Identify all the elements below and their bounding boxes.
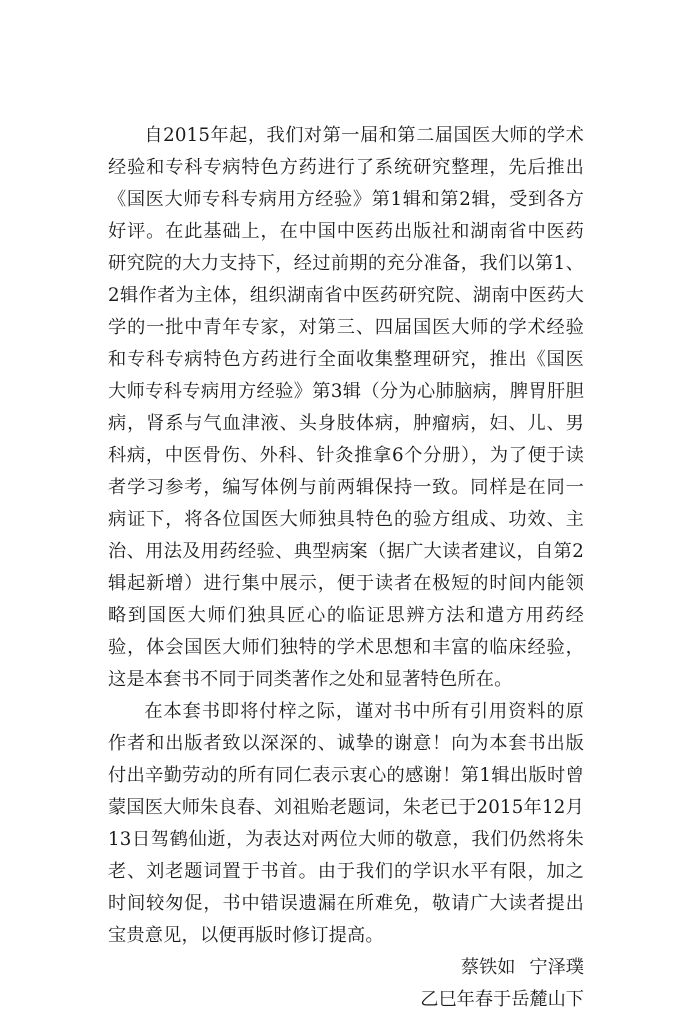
signature-place-date: 乙巳年春于岳麓山下 bbox=[420, 989, 584, 1010]
signature-authors bbox=[108, 952, 584, 984]
paragraph-1: 自2015年起，我们对第一届和第二届国医大师的学术经验和专科专病特色方药进行了系统研究整理，先后推出《国医大师专科专病用方经验》第1辑和第2辑，受到各方好评。在此基础上，在中国中医药出版社和湖南省中医药研究院的大力支持下，经过前期的充分准备，我们以第1、2辑作者为主体，组织湖南省中医药研究院、湖南中医药大学的一批中青年专家，对第三、四届国医大师的学术经验和专科专病特色方药进行全面收集整理研究，推出《国医大师专科专病用方经验》第3辑（分为心肺脑病，脾胃肝胆病，肾系与气血津液、头身肢体病，肿瘤病，妇、儿、男科病，中医骨伤、外科、针灸推拿6个分册），为了便于读者学习参考，编写体例与前两辑保持一致。同样是在同一病证下，将各位国医大师独具特色的验方组成、功效、主治、用法及用药经验、典型病案（据广大读者建议，自第2辑起新增）进行集中展示，便于读者在极短的时间内能领略到国医大师们独具匠心的临证思辨方法和遣方用药经验，体会国医大师们独特的学术思想和丰富的临床经验，这是本套书不同于同类著作之处和显著特色所在。 bbox=[108, 125, 584, 690]
author-name: 宁泽璞 bbox=[529, 957, 584, 978]
preface-page bbox=[108, 120, 584, 1016]
paragraph-2: 在本套书即将付梓之际，谨对书中所有引用资料的原作者和出版者致以深深的、诚挚的谢意！向为本套书出版付出辛勤劳动的所有同仁表示衷心的感谢！第1辑出版时曾蒙国医大师朱良春、刘祖贻老题词，朱老已于2015年12月13日驾鹤仙逝，为表达对两位大师的敬意，我们仍然将朱老、刘老题词置于书首。由于我们的学识水平有限，加之时间较匆促，书中错误遗漏在所难免，敬请广大读者提出宝贵意见，以便再版时修订提高。 bbox=[108, 701, 584, 946]
author-name: 蔡铁如 bbox=[460, 957, 516, 978]
